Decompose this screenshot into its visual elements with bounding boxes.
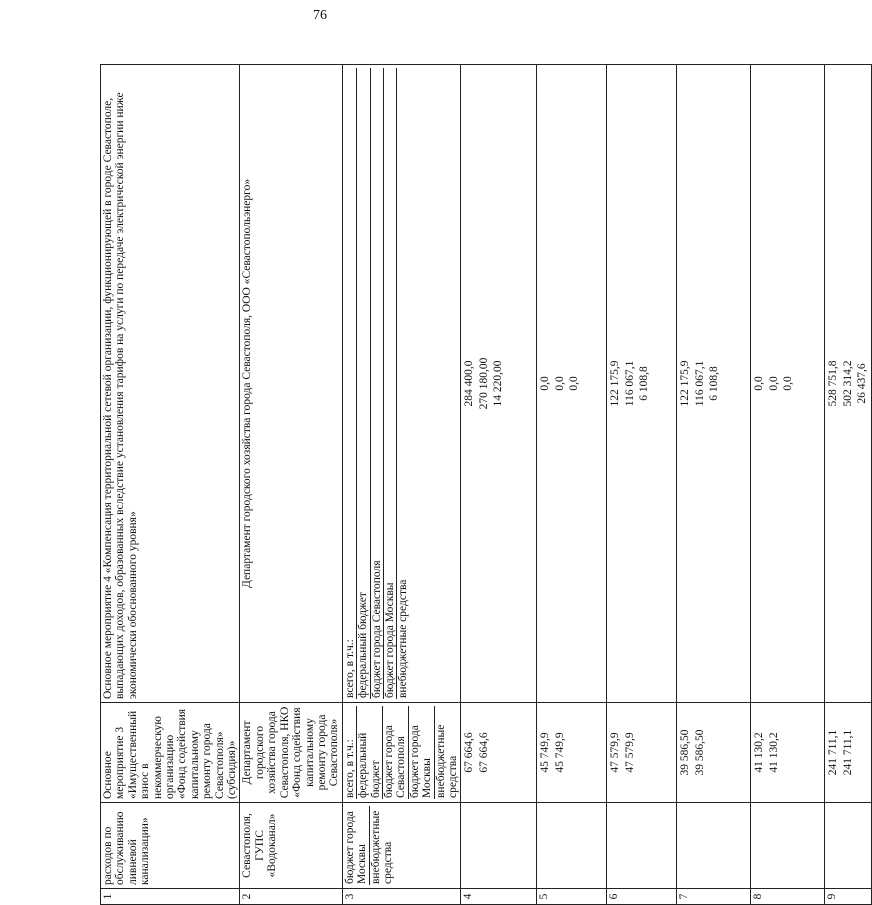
value: 0,0	[553, 376, 566, 391]
cell-executor: Департамент городского хозяйства города Севастополя, НКО «Фонд содействия капитальному ремонту города Севастополя»	[240, 703, 342, 803]
value: 528 751,8	[827, 360, 840, 407]
cell-value	[461, 64, 537, 702]
value: 0,0	[767, 376, 780, 391]
value: 45 749,9	[539, 732, 552, 773]
source-label: внебюджетные средства	[434, 724, 459, 798]
cell-sources	[342, 803, 461, 889]
cell-value	[677, 64, 751, 702]
funding-table	[100, 64, 872, 905]
source-label: всего, в т.ч.:	[344, 68, 357, 699]
source-label: бюджет города Севастополя	[383, 706, 409, 799]
table-row	[677, 64, 751, 904]
cell-value	[607, 64, 677, 702]
source-label: бюджет города Москвы	[384, 68, 397, 699]
column-number: 1	[101, 889, 240, 905]
cell-sources	[342, 64, 461, 702]
cell-value	[537, 64, 607, 702]
column-number: 5	[537, 889, 607, 905]
column-number: 8	[751, 889, 825, 905]
cell-value	[751, 803, 825, 889]
value: 241 711,1	[827, 729, 840, 776]
value: 47 579,9	[623, 732, 636, 773]
value: 14 220,00	[492, 360, 505, 407]
value: 241 711,1	[841, 729, 854, 776]
value: 39 586,50	[679, 729, 692, 776]
table-row	[607, 64, 677, 904]
cell-value	[607, 703, 677, 803]
value: 39 586,50	[693, 729, 706, 776]
value: 116 067,1	[693, 360, 706, 407]
table-row	[825, 64, 871, 904]
source-label: бюджет города Севастополя	[371, 68, 384, 699]
source-label: всего, в т.ч.:	[344, 706, 357, 799]
source-label: внебюджетные средства	[369, 810, 394, 884]
value: 284 400,0	[463, 360, 476, 407]
table-row	[461, 64, 537, 904]
column-number: 2	[240, 889, 342, 905]
value: 0,0	[568, 376, 581, 391]
cell-value	[751, 64, 825, 702]
value: 270 180,00	[477, 357, 490, 410]
value: 41 130,2	[767, 732, 780, 773]
cell-value	[537, 703, 607, 803]
cell-value	[461, 703, 537, 803]
value: 122 175,9	[679, 360, 692, 407]
cell-value	[537, 803, 607, 889]
source-label: бюджет города Москвы	[344, 806, 370, 885]
cell-value	[751, 703, 825, 803]
value: 6 108,8	[638, 366, 651, 401]
source-label: бюджет города Москвы	[409, 706, 435, 799]
table-row	[751, 64, 825, 904]
cell-measure-name: Основное мероприятие 4 «Компенсация территориальной сетевой организации, функционирующей в городе Севастополе, выпадающих доходов, образованных вследствие установления тарифов на услуги по передаче электрической энергии ниже экономически обоснованного уровня»	[101, 64, 240, 702]
column-number: 3	[342, 889, 461, 905]
page-number: 76	[313, 8, 327, 23]
column-number: 9	[825, 889, 871, 905]
value: 47 579,9	[609, 732, 622, 773]
value: 502 314,2	[841, 360, 854, 407]
table-row	[537, 64, 607, 904]
cell-value	[677, 803, 751, 889]
value: 67 664,6	[477, 732, 490, 773]
value: 41 130,2	[753, 732, 766, 773]
column-number: 4	[461, 889, 537, 905]
cell-measure-name: расходов по обслуживанию ливневой канализации»	[101, 803, 240, 889]
source-label: федеральный бюджет	[357, 68, 370, 699]
cell-value	[825, 803, 871, 889]
value: 67 664,6	[463, 732, 476, 773]
cell-value	[825, 703, 871, 803]
column-number: 7	[677, 889, 751, 905]
value: 116 067,1	[623, 360, 636, 407]
table-row	[342, 64, 461, 904]
value: 0,0	[753, 376, 766, 391]
cell-executor: Департамент городского хозяйства города Севастополя, ООО «Севастопольэнерго»	[240, 64, 342, 702]
value: 26 437,6	[856, 363, 869, 404]
source-label: внебюджетные средства	[397, 579, 410, 698]
cell-value	[677, 703, 751, 803]
cell-value	[607, 803, 677, 889]
cell-measure-name: Основное мероприятие 3 «Имущественный взнос в некоммерческую организацию «Фонд содействия капитальному ремонту города Севастополя» (субсидия)»	[101, 703, 240, 803]
value: 122 175,9	[609, 360, 622, 407]
value: 0,0	[539, 376, 552, 391]
cell-value	[461, 803, 537, 889]
rotated-table-frame	[100, 65, 869, 905]
value: 45 749,9	[553, 732, 566, 773]
cell-value	[825, 64, 871, 702]
value: 6 108,8	[708, 366, 721, 401]
value: 0,0	[782, 376, 795, 391]
table-row	[240, 64, 342, 904]
cell-executor: Севастополя, ГУПС «Водоканал»	[240, 803, 342, 889]
cell-sources	[342, 703, 461, 803]
source-label: федеральный бюджет	[357, 706, 383, 799]
column-number: 6	[607, 889, 677, 905]
table-row	[101, 64, 240, 904]
